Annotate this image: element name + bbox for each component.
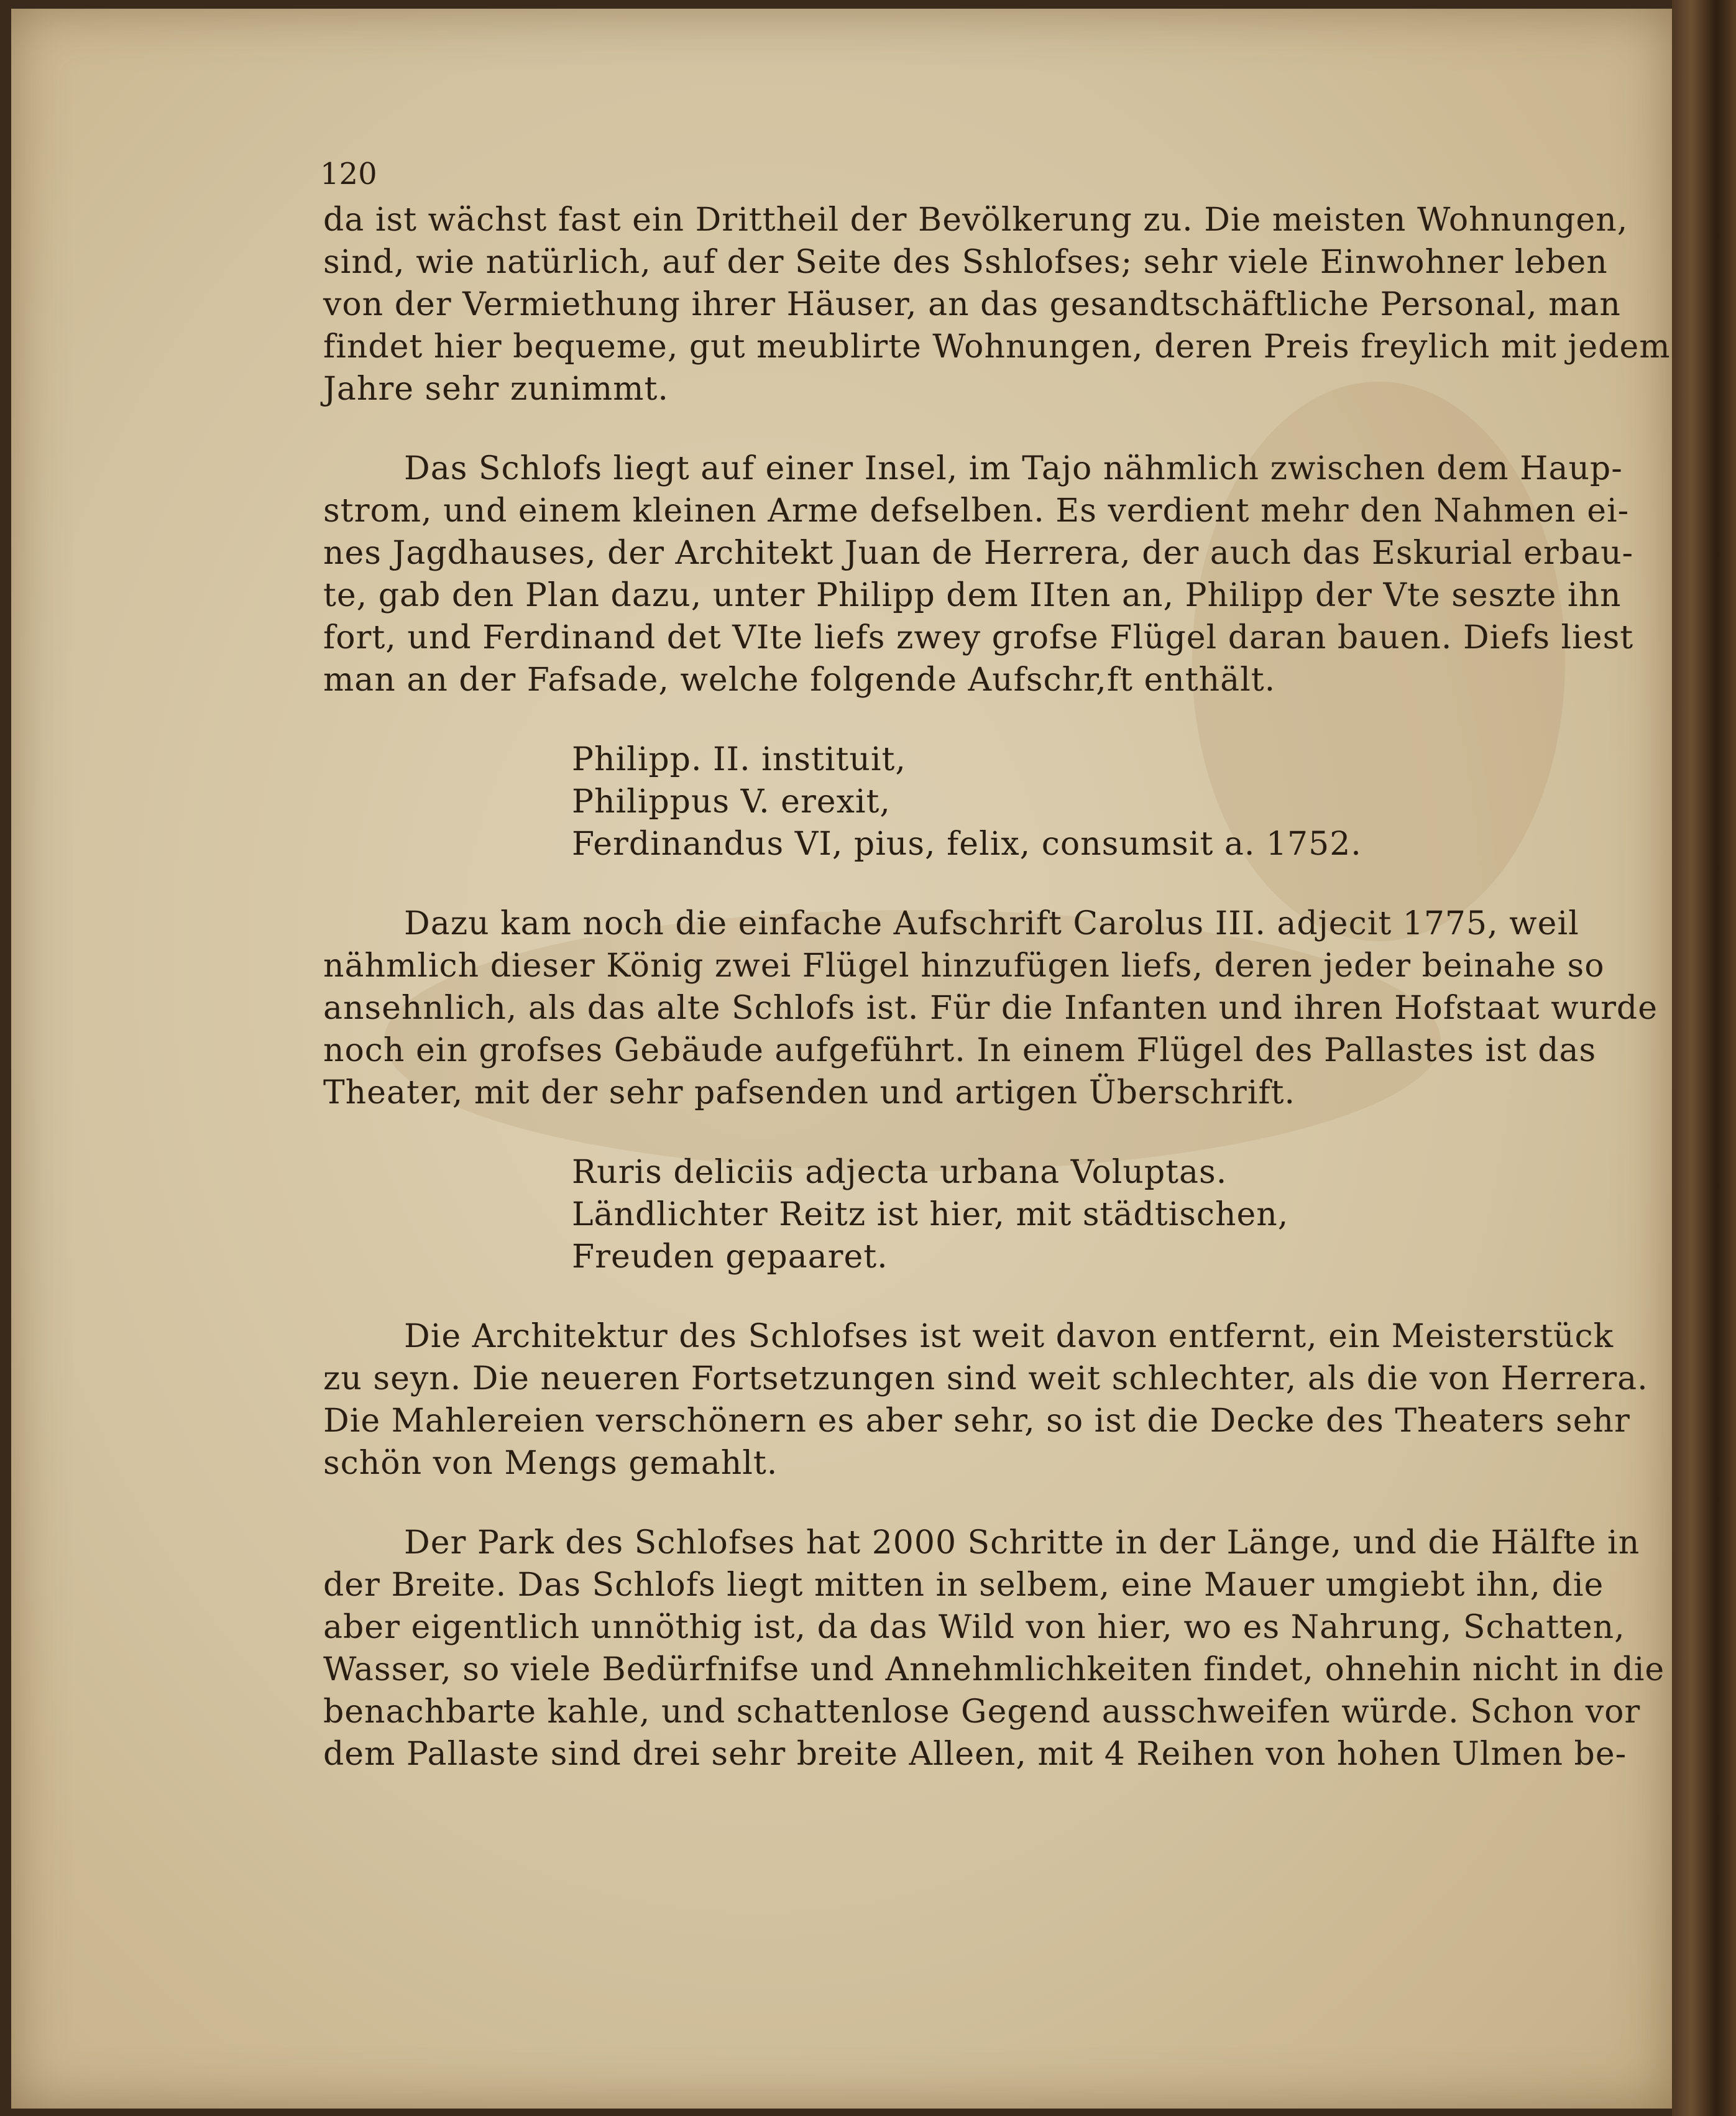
text-line: von der Vermiethung ihrer Häuser, an das gesandtschäftliche Personal, man [323, 286, 1621, 323]
paragraph [323, 448, 1634, 701]
text-line: fort, und Ferdinand det VIte liefs zwey grofse Flügel daran bauen. Diefs liest [323, 619, 1634, 656]
verse-block [323, 738, 1610, 865]
text-line: te, gab den Plan dazu, unter Philipp dem IIten an, Philipp der Vte seszte ihn [323, 577, 1622, 614]
paragraph-gap [323, 1114, 1610, 1151]
text-line: der Breite. Das Schlofs liegt mitten in selbem, eine Mauer umgiebt ihn, die [323, 1566, 1604, 1604]
text-line: sind, wie natürlich, auf der Seite des Sshlofses; sehr viele Einwohner leben [323, 244, 1608, 281]
text-line: nähmlich dieser König zwei Flügel hinzufügen liefs, deren jeder beinahe so [323, 947, 1605, 985]
paragraph-gap [323, 701, 1610, 738]
paragraph [323, 199, 1671, 410]
verse-line: Ländlichter Reitz ist hier, mit städtischen, [572, 1196, 1289, 1233]
text-line: nes Jagdhauses, der Architekt Juan de Herrera, der auch das Eskurial erbau- [323, 535, 1634, 572]
paragraph [323, 1522, 1665, 1775]
text-line: ansehnlich, als das alte Schlofs ist. Für die Infanten und ihren Hofstaat wurde [323, 990, 1658, 1027]
paragraph-gap [323, 865, 1610, 903]
verse-line: Ruris deliciis adjecta urbana Voluptas. [572, 1154, 1228, 1191]
text-line: Der Park des Schlofses hat 2000 Schritte in der Länge, und die Hälfte in [404, 1524, 1640, 1562]
text-line: Dazu kam noch die einfache Aufschrift Carolus III. adjecit 1775, weil [404, 905, 1579, 942]
text-line: Die Architektur des Schlofses ist weit davon entfernt, ein Meisterstück [404, 1318, 1614, 1355]
text-line: man an der Fafsade, welche folgende Aufschr,ft enthält. [323, 661, 1276, 699]
verse-line: Freuden gepaaret. [572, 1238, 888, 1276]
text-line: Das Schlofs liegt auf einer Insel, im Tajo nähmlich zwischen dem Haup- [404, 450, 1623, 487]
paragraph [323, 903, 1658, 1114]
text-line: findet hier bequeme, gut meublirte Wohnungen, deren Preis freylich mit jedem [323, 328, 1671, 366]
text-line: dem Pallaste sind drei sehr breite Alleen, mit 4 Reihen von hohen Ulmen be- [323, 1736, 1627, 1773]
verse-line: Philipp. II. instituit, [572, 741, 906, 778]
text-line: Theater, mit der sehr pafsenden und artigen Überschrift. [323, 1074, 1295, 1111]
book-gutter [1672, 0, 1736, 2116]
text-line: noch ein grofses Gebäude aufgeführt. In einem Flügel des Pallastes ist das [323, 1032, 1597, 1069]
verse-line: Ferdinandus VI, pius, felix, consumsit a. 1752. [572, 826, 1362, 863]
paragraph-gap [323, 1278, 1610, 1315]
verse-line: Philippus V. erexit, [572, 783, 891, 821]
page-text [323, 199, 1671, 1775]
text-line: Wasser, so viele Bedürfnifse und Annehmlichkeiten findet, ohnehin nicht in die [323, 1651, 1665, 1688]
text-line: Jahre sehr zunimmt. [323, 370, 669, 408]
text-line: da ist wächst fast ein Drittheil der Bevölkerung zu. Die meisten Wohnungen, [323, 201, 1628, 239]
paragraph-gap [323, 1484, 1610, 1522]
paragraph [323, 1315, 1648, 1484]
page-number: 120 [320, 157, 377, 191]
paragraph-gap [323, 410, 1610, 448]
text-line: zu seyn. Die neueren Fortsetzungen sind weit schlechter, als die von Herrera. [323, 1360, 1648, 1397]
text-line: benachbarte kahle, und schattenlose Gegend ausschweifen würde. Schon vor [323, 1693, 1641, 1731]
text-line: schön von Mengs gemahlt. [323, 1445, 778, 1482]
verse-block [323, 1151, 1610, 1278]
text-line: aber eigentlich unnöthig ist, da das Wild von hier, wo es Nahrung, Schatten, [323, 1609, 1625, 1646]
text-line: Die Mahlereien verschönern es aber sehr, so ist die Decke des Theaters sehr [323, 1402, 1630, 1440]
text-line: strom, und einem kleinen Arme defselben. Es verdient mehr den Nahmen ei- [323, 492, 1630, 530]
